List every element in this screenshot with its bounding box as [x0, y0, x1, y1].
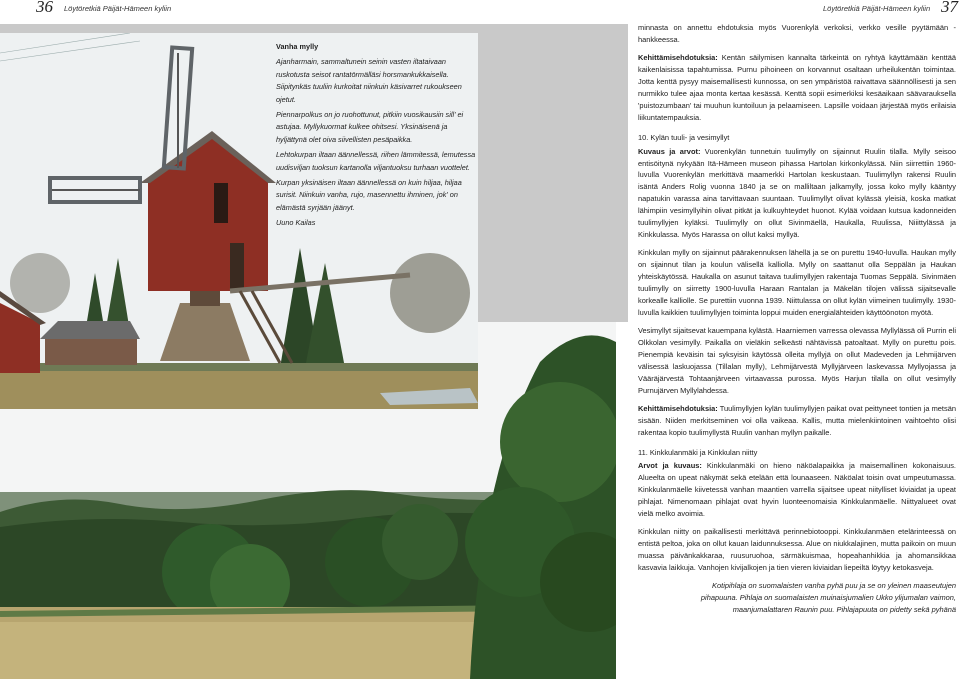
poem-stanza: Lehtokurpan iltaan äännellessä, riihen lämmitessä, lemutessa uudisviljan tuoksun kartanolla viljantuoksu turhaan vuottelet. [276, 150, 476, 172]
values-label: Arvot ja kuvaus: [638, 461, 702, 471]
section-11-title: 11. Kinkkulanmäki ja Kinkkulan niitty [638, 447, 758, 457]
section-10-paragraph-3: Vesimyllyt sijaitsevat kauempana kylästä. Haarniemen varressa olevassa Myllylässä oli Purrin eli Olkkolan vesimylly. Paikalla on vieläkin selkeästi nähtävissä patoaltaat. Mylly on purettu pois. Pienempiä keväisin tai syksyisin käytössä olleita myllyjä on ollut Madeveden ja Lehmijärven välisessä laskuojassa (Tillalan mylly), Lehmijärvestä Myllyjärveen laskevassa Myllyojassa ja Vääräjärvestä Tohtaanjärveen virtaavassa purossa. Myös Harjun tilalla on ollut vesimylly Purnujärven Myllylahdessa. [638, 325, 956, 395]
left-page-number: 36 [36, 0, 53, 16]
right-column-text [638, 22, 956, 622]
values-text: Kinkkulanmäki on hieno näköalapaikka ja maisemallinen kokonaisuus. Alueelta on upeat näkymät sekä etelään että lounaaseen. Näköalat toisin ovat umpeutumassa. Kinkkulanmäelle kiivetessä vanhan maantien varrella sijaitsee upeat niitylliset kiviaidat ja upeat pihlajat. Nimenomaan pihlajat ovat hyvin luonteenomaisia Kinkkulanmäelle. Niittyalueet ovat vielä melko avoimia. [638, 461, 956, 519]
section-10-paragraph-1 [638, 146, 956, 242]
intro-paragraph: minnasta on annettu ehdotuksia myös Vuorenkylä verkoksi, verkko vesille pyytämään -hankkeessa. [638, 23, 956, 44]
description-text: Vuorenkylän tunnetuin tuulimylly on sijainnut Ruulin tilalla. Mylly seisoo entisöitynä nykyään Itä-Hämeen museon pihassa Hartolan kirkonkylässä. Niin siirrettiin 1960-luvulla Vuorenkylän merkittävä maamerkki Hartolan keskustaan. Tuulimyllyn rakensi Ruulin isäntä Anders Rolig vuonna 1840 ja se on malliltaan jalkamylly, jossa koko mylly kääntyy napatukin varassa aina tarvittavaan suuntaan. Tuulimyllyt olivat kylässä yleisiä, koska matkat lähimpiin vesimyllyihin olivat pitkät ja kulkuyhteydet huonot. Kylää voidaan kutsua kadonneiden tuulimyllyjen kyläksi. Tuulimylly on ollut Sivinmäellä, Haukalla, Ruulissa, Niiittylässä ja Kinkkulassa. Myös Harassa on ollut kaksi myllyä. [638, 146, 956, 240]
development-text: Kentän säilymisen kannalta tärkeintä on ryhtyä käyttämään kenttää kaikenlaisissa tapahtumissa. Purnu pihoineen on korvannut osaltaan urheilukentän toimintaa. Jotta kenttä pysyy maisemallisesti kunnossa, on sen ympäristöä raivattava säännöllisesti ja sen nurmikko tulee ajaa monta kertaa kesässä. Kenttä sopii esimerkiksi kesäaikaan säävarauksella 'puistozumbaan' tai muuhun kuntoiluun ja pelaamiseen. Lapsille voidaan järjestää myös erilaisia liikuntatempauksia. [638, 52, 956, 122]
poem-stanza: Ajanharmain, sammaltunein seinin vasten iltataivaan ruskotusta seisot rantatörmälläsi horsmankukkaisella. Siipitynkäs tuuliin kurkoitat niinkuin käsivarret rukoukseen ojetut. [276, 57, 462, 104]
poem-author: Uuno Kailas [276, 218, 316, 228]
left-running-title: Löytöretkiä Päijät-Hämeen kyliin [64, 4, 172, 13]
section-10-title: 10. Kylän tuuli- ja vesimyllyt [638, 132, 730, 142]
development-label: Kehittämisehdotuksia: [638, 52, 718, 62]
development-paragraph-2 [638, 403, 956, 439]
description-label: Kuvaus ja arvot: [638, 146, 701, 156]
right-page-number: 37 [941, 0, 958, 16]
section-10-paragraph-2: Kinkkulan mylly on sijainnut päärakennuksen lähellä ja se on purettu 1940-luvulla. Haukan mylly on sijainnut tilan ja koulun välisellä kalliolla. Mylly on saattanut olla Seppälän ja Haukan yhteiskäytössä. Haukalla on asunut taitava tuulimyllyjen rakentaja Tuomas Seppälä. Sivinmäen tuulimylly on siirretty 1900-luvulla Haraan Rantalan ja Mäkelän tilojen välissä sijaitsevalle korkealle kalliolle. Se purettiin vuonna 1939. Niittulassa on ollut kylän viimeinen tuulimylly. 1930-luvulla kaikkien tuulimyllyjen toiminta loppui muiden energialähteiden käyttöönoton myötä. [638, 248, 956, 317]
development-paragraph-1 [638, 52, 956, 124]
poem-title: Vanha mylly [276, 42, 319, 51]
poem-box [276, 41, 476, 230]
rowan-quote: Kotipihlaja on suomalaisten vanha pyhä puu ja se on yleinen maaseutujen pihapuuna. Pihlaja on suomalaisten muinaisjumalien Ukko ylijumalan vaimon, maanjumalattaren Raunin puu. Pihlajapuuta on pidetty sekä pyhänä [700, 581, 956, 614]
section-11-paragraph-2: Kinkkulan niitty on paikallisesti merkittävä perinnebiotooppi. Kinkkulanmäen etelärinteessä on entistä peltoa, joka on ollut kauan laidunnuksessa. Alue on niukkalajinen, mutta paikoin on muun muassa päivänkakkaraa, ruusuruohoa, särmäkuismaa, hopeahanhikkia ja ahomansikkaa kasvavia laikkuja. Vanhojen kivijalkojen ja tien vieren kiviaidan liepeiltä löytyy ketokasvejа. [638, 527, 956, 573]
development-text: Tuulimyllyjen kylän tuulimyllyjen paikat ovat peittyneet tontien ja metsän sisään. Niiden merkitseminen voi olla vaikeaa. Kallis, mutta mielenkiintoinen vaihtoehto olisi rakentaa kopio tuulimyllystä Ruulin vanhan myllyn paikalle. [638, 403, 956, 437]
right-running-title: Löytöretkiä Päijät-Hämeen kyliin [823, 4, 931, 13]
section-11-paragraph-1 [638, 460, 956, 520]
poem-stanza: Kurpan yksinäisen iltaan äännellessä on kuin hiljaa, hiljaa surisit. Niinkuin vanha, rujo, masennettu ihminen, jok' on elämästä syrjään jäänyt. [276, 178, 462, 212]
poem-stanza: Piennarpolkus on jo ruohottunut, pitkiin vuosikausiin sill' ei astujaa. Myllykuormat kulkee ohitsesi. Yksinäisenä ja hyljättynä olet oiva siivellisten pesäpaikka. [276, 110, 464, 144]
development-label: Kehittämisehdotuksia: [638, 403, 718, 413]
